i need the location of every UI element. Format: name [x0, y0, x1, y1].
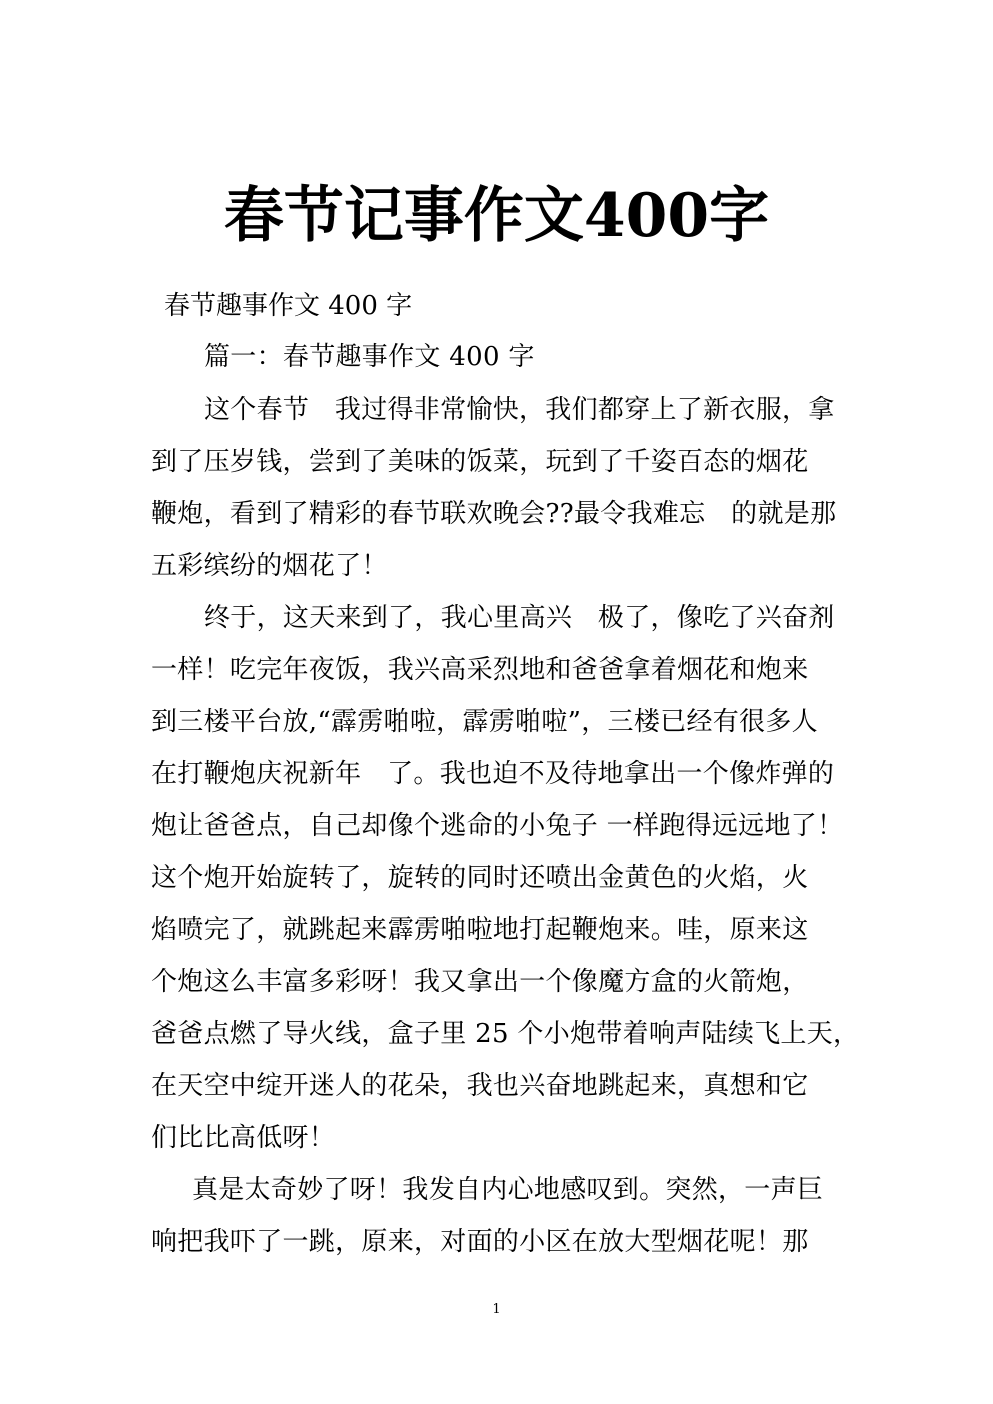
page-number: 1 — [492, 1302, 501, 1317]
document-subtitle: 春节趣事作文 400 字 — [164, 291, 413, 321]
paragraph-line: 终于，这天来到了，我心里高兴 极了，像吃了兴奋剂 — [204, 603, 835, 633]
paragraph-line: 一样！吃完年夜饭，我兴高采烈地和爸爸拿着烟花和炮来 — [151, 655, 809, 685]
paragraph-line: 焰喷完了，就跳起来霹雳啪啦地打起鞭炮来。哇，原来这 — [151, 915, 809, 945]
section-heading: 篇一：春节趣事作文 400 字 — [204, 342, 535, 372]
paragraph-line: 这个炮开始旋转了，旋转的同时还喷出金黄色的火焰，火 — [151, 863, 809, 893]
document-title: 春节记事作文400字 — [223, 181, 770, 251]
paragraph-line: 到了压岁钱，尝到了美味的饭菜，玩到了千姿百态的烟花 — [151, 447, 809, 477]
paragraph-line: 爸爸点燃了导火线，盒子里 25 个小炮带着响声陆续飞上天， — [151, 1019, 860, 1049]
paragraph-line: 真是太奇妙了呀！我发自内心地感叹到。突然，一声巨 — [192, 1175, 824, 1205]
paragraph-line: 五彩缤纷的烟花了！ — [151, 551, 388, 581]
paragraph-line: 到三楼平台放,“霹雳啪啦，霹雳啪啦”，三楼已经有很多人 — [151, 707, 818, 737]
paragraph-line: 在天空中绽开迷人的花朵，我也兴奋地跳起来，真想和它 — [151, 1071, 809, 1101]
paragraph-line: 们比比高低呀！ — [151, 1123, 336, 1153]
paragraph-line: 个炮这么丰富多彩呀！我又拿出一个像魔方盒的火箭炮， — [151, 967, 809, 997]
paragraph-line: 这个春节 我过得非常愉快，我们都穿上了新衣服，拿 — [204, 395, 835, 425]
paragraph-line: 鞭炮，看到了精彩的春节联欢晚会??最令我难忘 的就是那 — [151, 499, 837, 529]
paragraph-line: 响把我吓了一跳，原来，对面的小区在放大型烟花呢！那 — [151, 1227, 809, 1257]
paragraph-line: 炮让爸爸点，自己却像个逃命的小兔子 一样跑得远远地了！ — [151, 811, 844, 841]
paragraph-line: 在打鞭炮庆祝新年 了。我也迫不及待地拿出一个像炸弹的 — [151, 759, 835, 789]
